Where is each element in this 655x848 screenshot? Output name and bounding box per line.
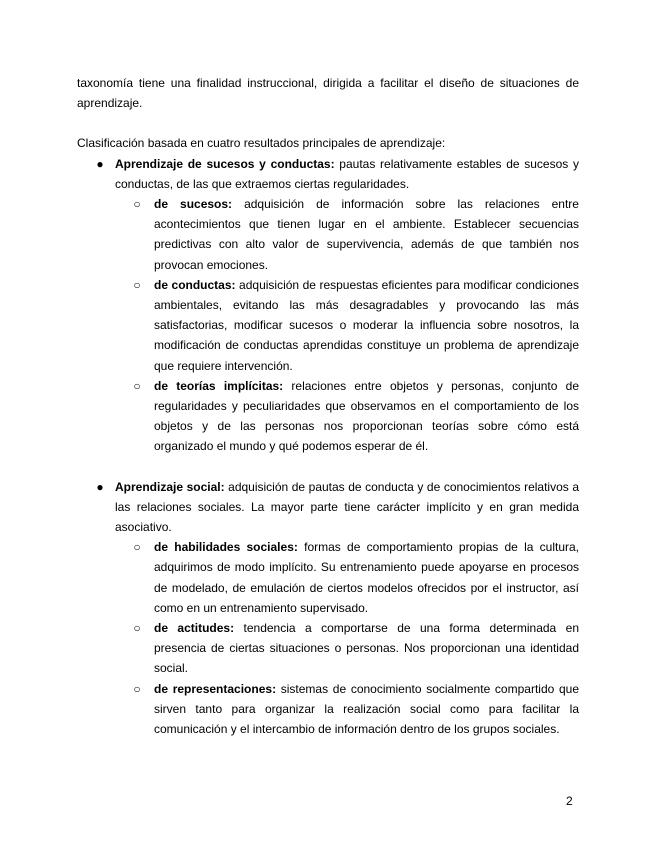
sub-list-item-text: relaciones entre objetos y personas, conjunto de regularidades y peculiaridades que observamos en el comportamiento de los objetos y de las personas nos proporcionan teorías sobre cómo está organizado el mundo y qué podemos esperar de él. xyxy=(154,378,580,454)
sub-list-item-text: formas de comportamiento propias de la cultura, adquirimos de modo implícito. Su entrenamiento puede apoyarse en procesos de modelado, de emulación de ciertos modelos ofrecidos por el instructor, así como en un entrenamiento supervisado. xyxy=(154,540,580,615)
list-item xyxy=(77,154,579,194)
sub-list-item-title: de sucesos: xyxy=(154,197,233,212)
list-item-text: adquisición de pautas de conducta y de conocimientos relativos a las relaciones sociales. La mayor parte tiene carácter implícito y en gran medida asociativo. xyxy=(115,479,579,535)
sub-list-item-title: de actitudes: xyxy=(154,621,235,636)
sub-list-item-title: de habilidades sociales: xyxy=(154,540,298,555)
circle-bullet-icon: ○ xyxy=(133,197,141,212)
sub-list-item xyxy=(77,194,579,275)
sub-list-item xyxy=(77,537,579,618)
sub-list-item xyxy=(77,376,579,457)
list-item-text: pautas relativamente estables de sucesos y conductas, de las que extraemos ciertas regularidades. xyxy=(115,156,579,191)
sub-list-item-text: sistemas de conocimiento socialmente compartido que sirven tanto para organizar la realización social como para facilitar la comunicación y el intercambio de información dentro de los grupos sociales. xyxy=(154,681,579,737)
sub-list-item-title: de representaciones: xyxy=(154,681,277,696)
sub-list-item xyxy=(77,275,579,376)
list-item xyxy=(77,477,579,538)
circle-bullet-icon: ○ xyxy=(133,621,141,636)
sub-list-item xyxy=(77,679,579,740)
classification-heading: Clasificación basada en cuatro resultados principales de aprendizaje: xyxy=(77,136,446,151)
circle-bullet-icon: ○ xyxy=(133,540,141,555)
list-item-title: Aprendizaje de sucesos y conductas: xyxy=(115,156,335,171)
sub-list-item-text: tendencia a comportarse de una forma determinada en presencia de ciertas situaciones o personas. Nos proporcionan una identidad social. xyxy=(154,621,579,676)
page-number: 2 xyxy=(566,794,573,808)
circle-bullet-icon: ○ xyxy=(133,277,141,292)
sub-list-item-text: adquisición de información sobre las relaciones entre acontecimientos que tienen lugar en el ambiente. Establecer secuencias predictivas con alto valor de supervivencia, además de que también nos provocan emociones. xyxy=(154,197,579,272)
bullet-icon: ● xyxy=(96,156,104,171)
sub-list-item-title: de conductas: xyxy=(154,277,236,292)
circle-bullet-icon: ○ xyxy=(133,681,141,696)
document-page xyxy=(77,73,579,739)
sub-list-item-text: adquisición de respuestas eficientes para modificar condiciones ambientales, evitando las más desagradables y provocando las más satisfactorias, modificar sucesos o moderar la influencia sobre nosotros, la modificación de conductas aprendidas constituye un problema de aprendizaje que requiere intervención. xyxy=(154,277,579,373)
sub-list-item xyxy=(77,618,579,679)
sub-list-item-title: de teorías implícitas: xyxy=(154,378,284,393)
intro-paragraph: taxonomía tiene una finalidad instruccional, dirigida a facilitar el diseño de situaciones de aprendizaje. xyxy=(77,76,579,111)
list-item-title: Aprendizaje social: xyxy=(115,479,225,494)
circle-bullet-icon: ○ xyxy=(133,378,141,393)
bullet-icon: ● xyxy=(96,479,104,494)
